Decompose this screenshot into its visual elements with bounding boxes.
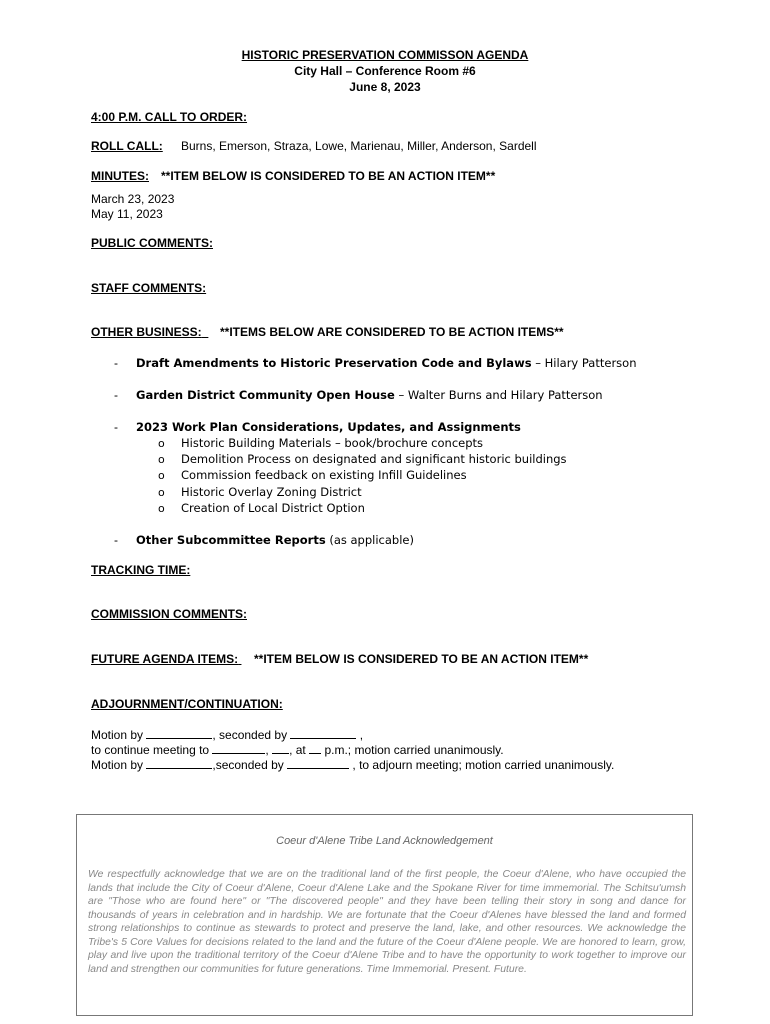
minutes-action-note: **ITEM BELOW IS CONSIDERED TO BE AN ACTION ITEM** <box>161 169 496 183</box>
business-item <box>136 532 414 548</box>
land-acknowledgement-text: We respectfully acknowledge that we are on the traditional land of the first people, the Coeur d'Alene, who have occupied the lands that include the City of Coeur d'Alene, Coeur d'Alene Lake and the Spokane River for time immemorial. The Schitsu'umsh are "Those who are found here" or "The discovered people" and they have been telling their story in song and dance for thousands of years in celebration and in hardship. We are fortunate that the Coeur d'Alenes have blessed the land and formed strong relationships to continue as stewards to protect and preserve the land, lake, and other resources. We acknowledge the Tribe's 5 Core Values for decisions related to the land and the future of the Coeur d'Alene people. We are honored to learn, grow, play and live upon the traditional territory of the Coeur d'Alene Tribe and to have the opportunity to work together to improve our land and strengthen our communities for future generations. Time Immemorial. Present. Future. <box>88 869 686 975</box>
work-plan-subitem: Historic Overlay Zoning District <box>181 485 362 499</box>
agenda-date: June 8, 2023 <box>349 80 421 94</box>
work-plan-subitem: Commission feedback on existing Infill Guidelines <box>181 468 467 482</box>
land-acknowledgement-box <box>76 814 693 1016</box>
adjournment-line: Motion by ,seconded by , to adjourn meeting; motion carried unanimously. <box>91 758 615 772</box>
list-dash: - <box>114 356 118 370</box>
work-plan-subitem: Demolition Process on designated and significant historic buildings <box>181 452 567 466</box>
land-acknowledgement-title: Coeur d'Alene Tribe Land Acknowledgement <box>276 835 493 847</box>
work-plan-subitem: Historic Building Materials – book/brochure concepts <box>181 436 484 450</box>
agenda-location: City Hall – Conference Room #6 <box>294 64 476 78</box>
adjournment-line: Motion by , seconded by , <box>91 728 364 742</box>
blank-line <box>287 757 349 769</box>
blank-line <box>309 742 321 754</box>
roll-call-heading: ROLL CALL: <box>91 139 163 153</box>
blank-line <box>146 757 212 769</box>
sub-bullet: o <box>158 502 165 515</box>
roll-call-names: Burns, Emerson, Straza, Lowe, Marienau, Miller, Anderson, Sardell <box>181 139 537 153</box>
sub-bullet: o <box>158 453 165 466</box>
blank-line <box>146 727 212 739</box>
call-to-order-heading: 4:00 P.M. CALL TO ORDER: <box>91 110 248 124</box>
public-comments-heading: PUBLIC COMMENTS: <box>91 236 213 250</box>
tracking-time-heading: TRACKING TIME: <box>91 563 191 577</box>
future-agenda-action-note: **ITEM BELOW IS CONSIDERED TO BE AN ACTION ITEM** <box>254 652 589 666</box>
minutes-date: May 11, 2023 <box>91 207 163 221</box>
minutes-date: March 23, 2023 <box>91 192 175 206</box>
adjournment-heading: ADJOURNMENT/CONTINUATION: <box>91 697 283 711</box>
business-item-note: (as applicable) <box>325 533 414 547</box>
business-item <box>136 355 636 371</box>
business-item-title: Garden District Community Open House <box>136 388 395 402</box>
list-dash: - <box>114 533 118 547</box>
blank-line <box>212 742 265 754</box>
sub-bullet: o <box>158 486 165 499</box>
business-item-title: Draft Amendments to Historic Preservation Code and Bylaws <box>136 356 532 370</box>
business-item-title: 2023 Work Plan Considerations, Updates, and Assignments <box>136 420 521 434</box>
sub-bullet: o <box>158 437 165 450</box>
minutes-heading: MINUTES: <box>91 169 149 183</box>
other-business-heading: OTHER BUSINESS: <box>91 325 202 339</box>
work-plan-subitem: Creation of Local District Option <box>181 501 365 515</box>
business-item-title: Other Subcommittee Reports <box>136 533 326 547</box>
business-item-presenter: – Walter Burns and Hilary Patterson <box>394 388 603 402</box>
business-item <box>136 387 603 403</box>
sub-bullet: o <box>158 469 165 482</box>
business-item <box>136 419 521 435</box>
blank-line <box>272 742 289 754</box>
list-dash: - <box>114 420 118 434</box>
blank-line <box>290 727 356 739</box>
commission-comments-heading: COMMISSION COMMENTS: <box>91 607 247 621</box>
business-item-presenter: – Hilary Patterson <box>531 356 637 370</box>
list-dash: - <box>114 388 118 402</box>
adjournment-line: to continue meeting to , , at p.m.; motion carried unanimously. <box>91 743 504 757</box>
staff-comments-heading: STAFF COMMENTS: <box>91 281 207 295</box>
agenda-title: HISTORIC PRESERVATION COMMISSON AGENDA <box>241 48 529 62</box>
other-business-action-note: **ITEMS BELOW ARE CONSIDERED TO BE ACTION ITEMS** <box>220 325 564 339</box>
future-agenda-heading: FUTURE AGENDA ITEMS: <box>91 652 239 666</box>
